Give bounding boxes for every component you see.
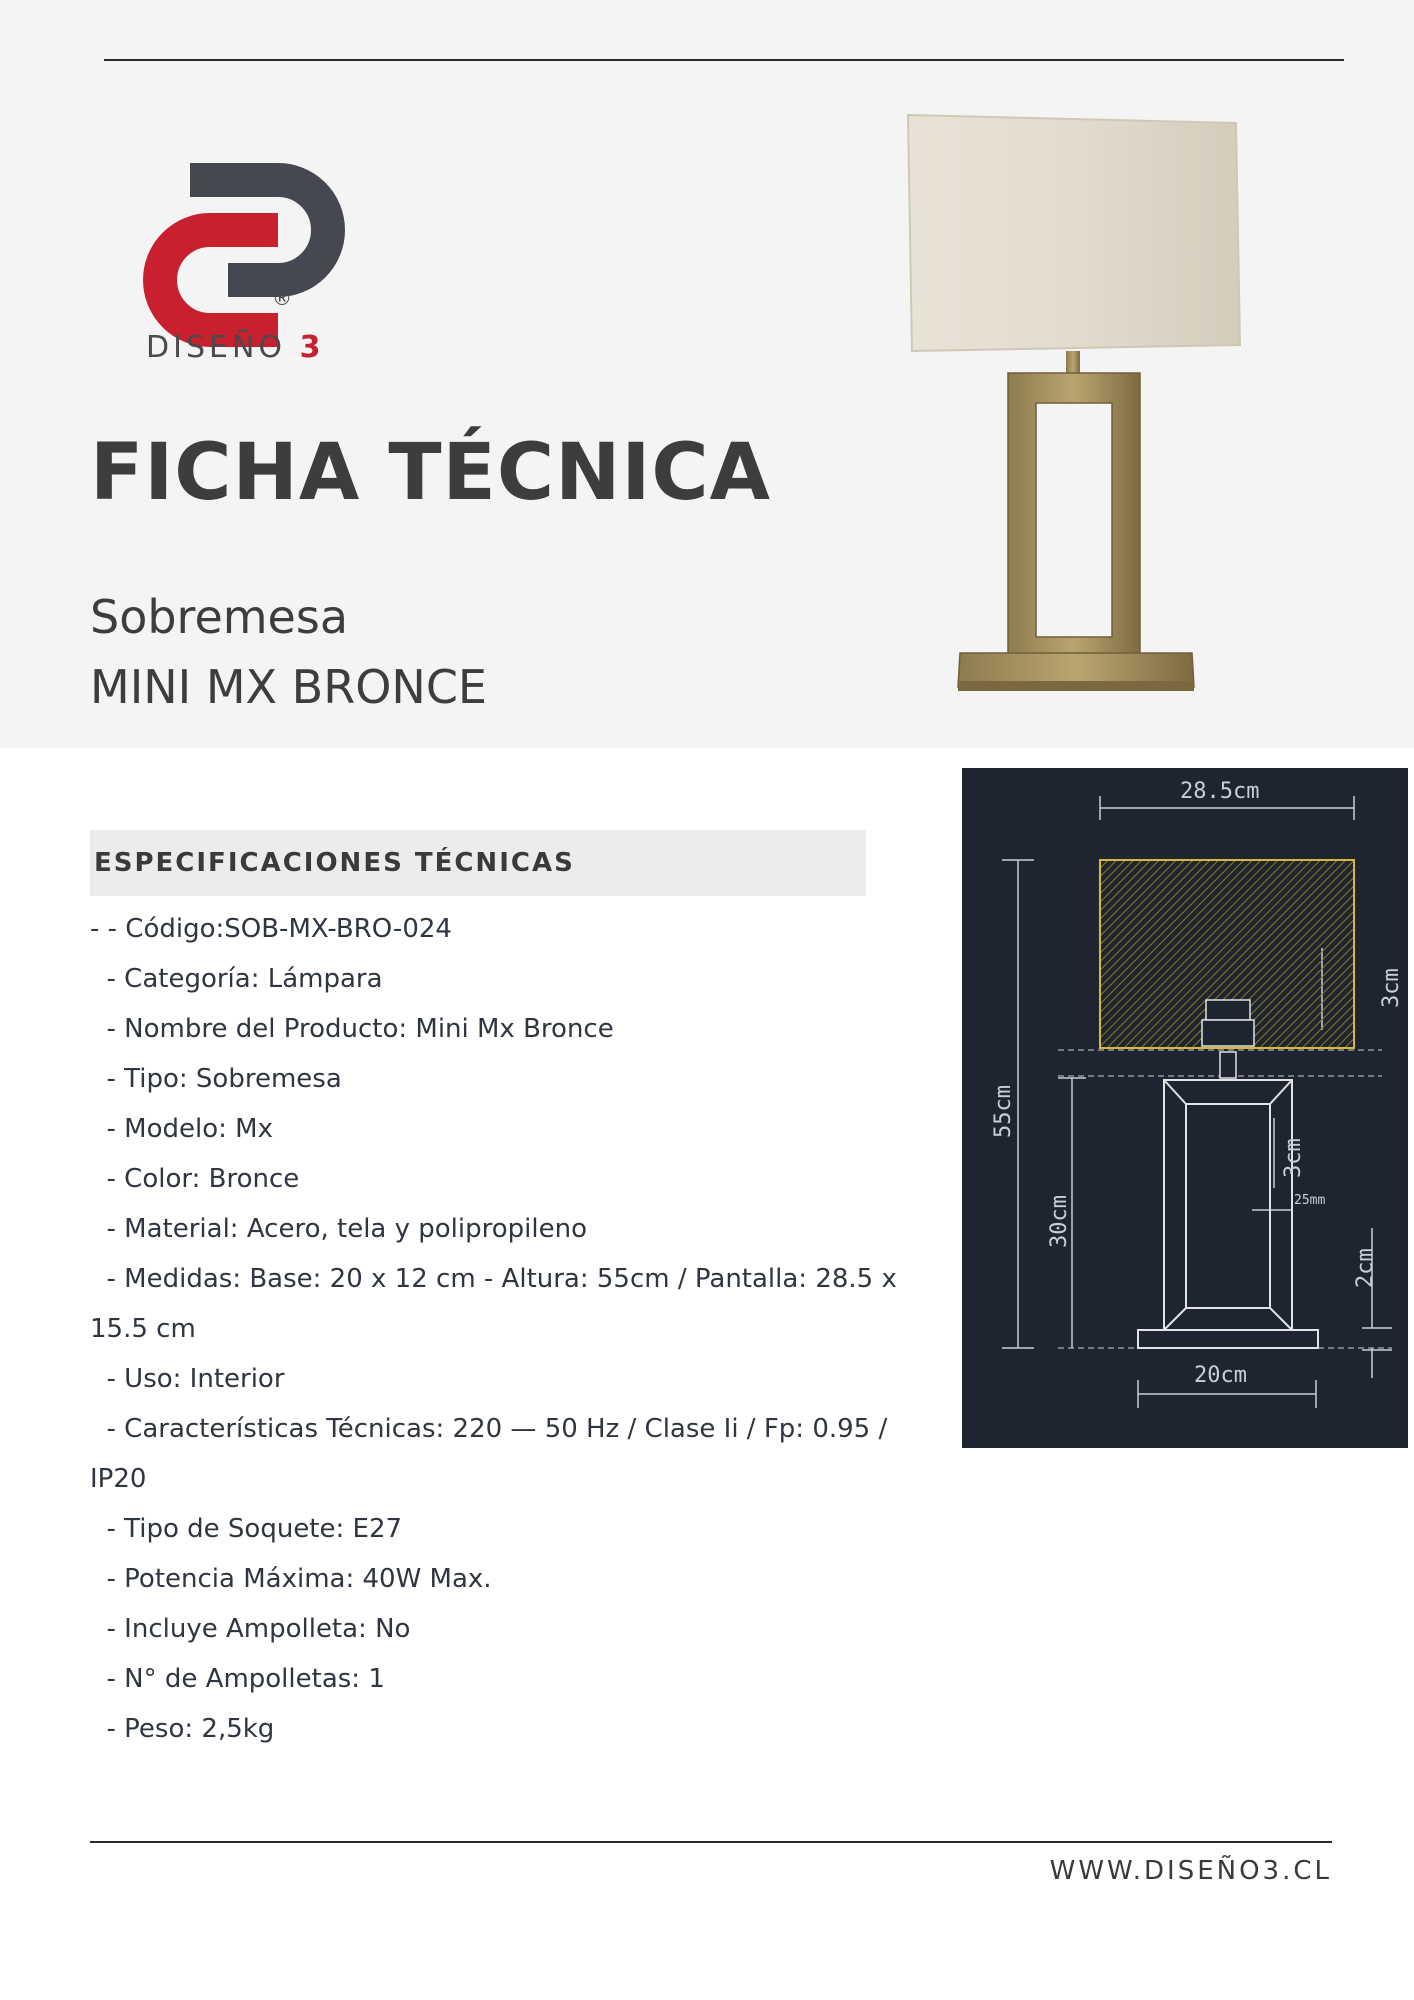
- registered-mark: ®: [272, 286, 292, 310]
- bottom-divider: [90, 1841, 1332, 1843]
- spec-item: - Tipo: Sobremesa: [90, 1064, 342, 1094]
- spec-item: - Tipo de Soquete: E27: [90, 1514, 403, 1544]
- brand-number: 3: [299, 330, 325, 365]
- spec-item: - - Código:SOB-MX-BRO-024: [90, 914, 452, 944]
- product-category: Sobremesa: [90, 590, 349, 644]
- specs-heading-bar: [90, 830, 866, 896]
- website-link[interactable]: WWW.DISEÑO3.CL: [1049, 1856, 1332, 1886]
- spec-item: - Categoría: Lámpara: [90, 964, 383, 994]
- specs-heading: ESPECIFICACIONES TÉCNICAS: [94, 848, 575, 878]
- spec-item: - Peso: 2,5kg: [90, 1714, 275, 1744]
- product-subtitle: [90, 582, 487, 722]
- spec-item: - Potencia Máxima: 40W Max.: [90, 1564, 492, 1594]
- spec-item: - Color: Bronce: [90, 1164, 300, 1194]
- dim-frame-thickness: 25mm: [1294, 1193, 1326, 1208]
- product-name: MINI MX BRONCE: [90, 660, 487, 714]
- spec-item: - Material: Acero, tela y polipropileno: [90, 1214, 587, 1244]
- spec-item: - Modelo: Mx: [90, 1114, 273, 1144]
- dim-shade-offset: 3cm: [1379, 968, 1404, 1008]
- dim-base-width: 20cm: [1194, 1363, 1247, 1388]
- lamp-photo: [900, 105, 1250, 705]
- page-title: FICHA TÉCNICA: [90, 428, 771, 518]
- spec-item: - Nombre del Producto: Mini Mx Bronce: [90, 1014, 614, 1044]
- specs-list: [90, 904, 940, 1754]
- brand-wordmark: [146, 330, 324, 365]
- spec-item: - Características Técnicas: 220 — 50 Hz / Clase Ii / Fp: 0.95 / IP20: [90, 1414, 896, 1494]
- dim-frame-top: 3cm: [1281, 1138, 1306, 1178]
- spec-item: - Incluye Ampolleta: No: [90, 1614, 411, 1644]
- technical-drawing: [962, 768, 1408, 1448]
- spec-item: - Uso: Interior: [90, 1364, 285, 1394]
- dim-total-height: 55cm: [991, 1085, 1016, 1138]
- top-divider: [104, 59, 1344, 61]
- dim-base-height: 2cm: [1353, 1248, 1378, 1288]
- brand-name: DISEÑO: [146, 330, 287, 365]
- spec-item: - Medidas: Base: 20 x 12 cm - Altura: 55cm / Pantalla: 28.5 x 15.5 cm: [90, 1264, 906, 1344]
- dim-body-height: 30cm: [1047, 1195, 1072, 1248]
- dim-shade-width: 28.5cm: [1180, 779, 1260, 804]
- spec-item: - N° de Ampolletas: 1: [90, 1664, 385, 1694]
